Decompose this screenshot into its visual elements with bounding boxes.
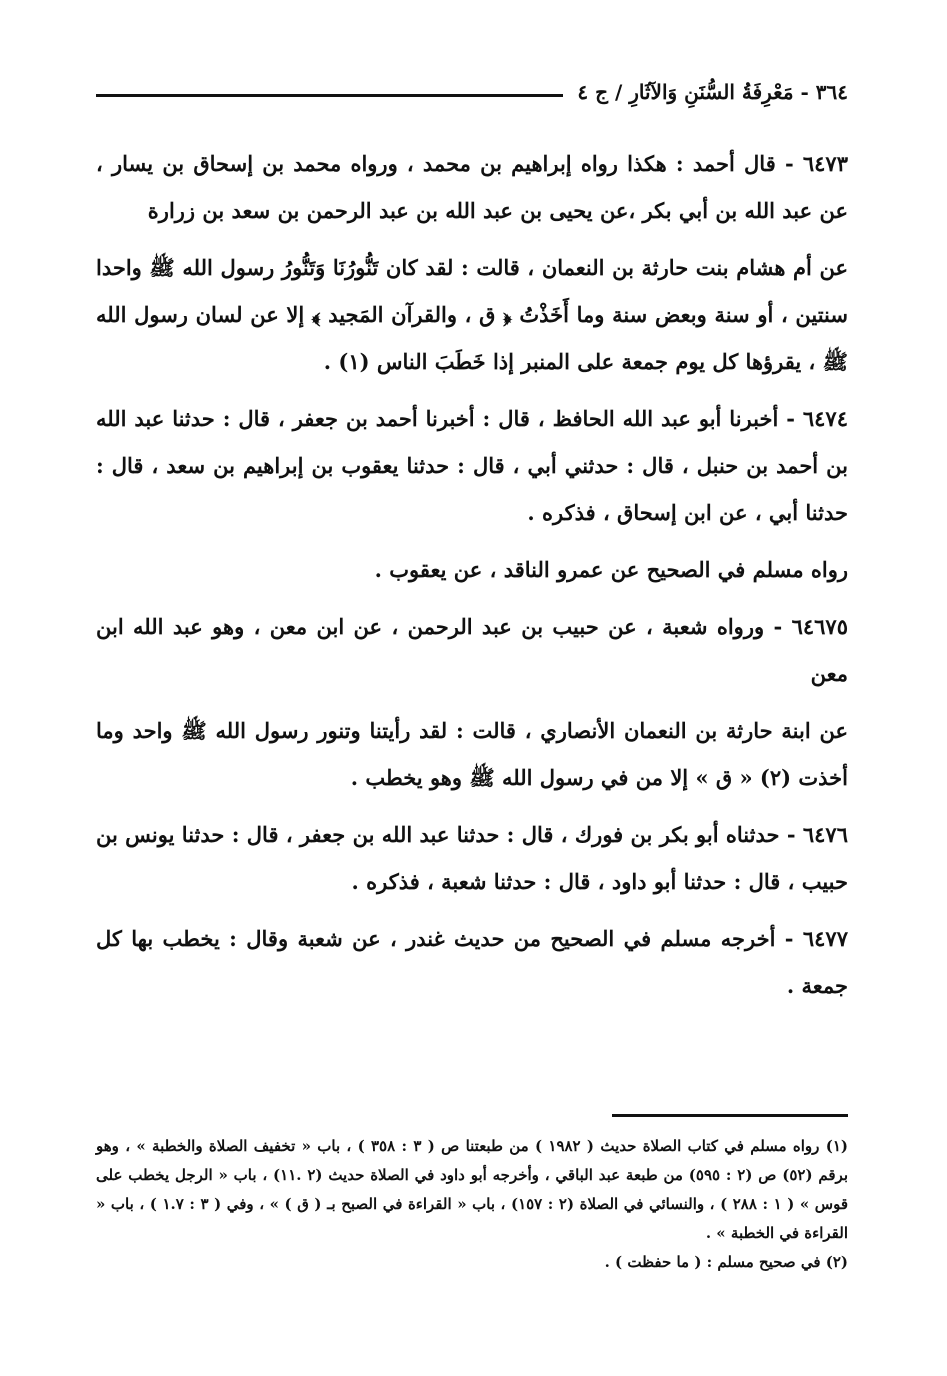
page-header <box>96 70 848 114</box>
header-rule <box>96 94 563 97</box>
footnote-2: (٢) في صحيح مسلم : ( ما حفظت ) . <box>604 1253 848 1271</box>
hadith-6475-text-paragraph: عن ابنة حارثة بن النعمان الأنصاري ، قالت : لقد رأيتنا وتنور رسول الله ﷺ واحد وما أخذت (٢) « ق » إلا من في رسول الله ﷺ وهو يخطب . <box>96 718 848 790</box>
main-text <box>96 140 848 1009</box>
hadith-6473-text-paragraph: عن أم هشام بنت حارثة بن النعمان ، قالت : لقد كان تَنُّورُنَا وَتَنُّورُ رسول الله ﷺ واحدا سنتين ، أو سنة وبعض سنة وما أَخَذْتُ ﴿ ق ، والقرآن المَجيد ﴾ إلا عن لسان رسول الله ﷺ ، يقرؤها كل يوم جمعة على المنبر إذا خَطَبَ الناس (١) . <box>96 255 849 374</box>
footnote-separator <box>612 1114 848 1117</box>
running-header-title: ٣٦٤ - مَعْرِفَةُ السُّنَنِ وَالآثَارِ / ج ٤ <box>577 80 848 104</box>
hadith-6476-paragraph: ٦٤٧٦ - حدثناه أبو بكر بن فورك ، قال : حدثنا عبد الله بن جعفر ، قال : حدثنا يونس بن حبيب ، قال : حدثنا أبو داود ، قال : حدثنا شعبة ، فذكره . <box>96 822 848 894</box>
footnotes <box>96 1132 848 1277</box>
hadith-6474-paragraph: ٦٤٧٤ - أخبرنا أبو عبد الله الحافظ ، قال : أخبرنا أحمد بن جعفر ، قال : حدثنا عبد الله بن أحمد بن حنبل ، قال : حدثني أبي ، قال : حدثنا يعقوب بن إبراهيم بن سعد ، قال : حدثنا أبي ، عن ابن إسحاق ، فذكره . <box>96 406 848 525</box>
hadith-6477-paragraph: ٦٤٧٧ - أخرجه مسلم في الصحيح من حديث غندر ، عن شعبة وقال : يخطب بها كل جمعة . <box>96 926 848 998</box>
book-page <box>96 70 848 1350</box>
footnote-1: (١) رواه مسلم في كتاب الصلاة حديث ( ١٩٨٢ ) من طبعتنا ص ( ٣ : ٣٥٨ ) ، باب « تخفيف الصلاة والخطبة » ، وهو برقم (٥٢) ص (٢ : ٥٩٥) من طبعة عبد الباقي ، وأخرجه أبو داود في الصلاة حديث (٢ .١١) ، باب « الرجل يخطب على قوس » ( ١ : ٢٨٨ ) ، والنسائي في الصلاة (٢ : ١٥٧) ، باب « القراءة في الصبح بـ ( ق ) » ، وفي ( ٣ : ١.٧ ) ، باب « القراءة في الخطبة » . <box>96 1137 849 1242</box>
hadith-6474-note-paragraph: رواه مسلم في الصحيح عن عمرو الناقد ، عن يعقوب . <box>374 557 848 582</box>
hadith-6473-paragraph: ٦٤٧٣ - قال أحمد : هكذا رواه إبراهيم بن محمد ، ورواه محمد بن إسحاق بن يسار ، عن عبد الله بن أبي بكر ،عن يحيى بن عبد الله بن عبد الرحمن بن سعد بن زرارة <box>96 151 848 223</box>
hadith-6475-paragraph: ٦٤٦٧٥ - ورواه شعبة ، عن حبيب بن عبد الرحمن ، عن ابن معن ، وهو عبد الله ابن معن <box>96 614 848 686</box>
